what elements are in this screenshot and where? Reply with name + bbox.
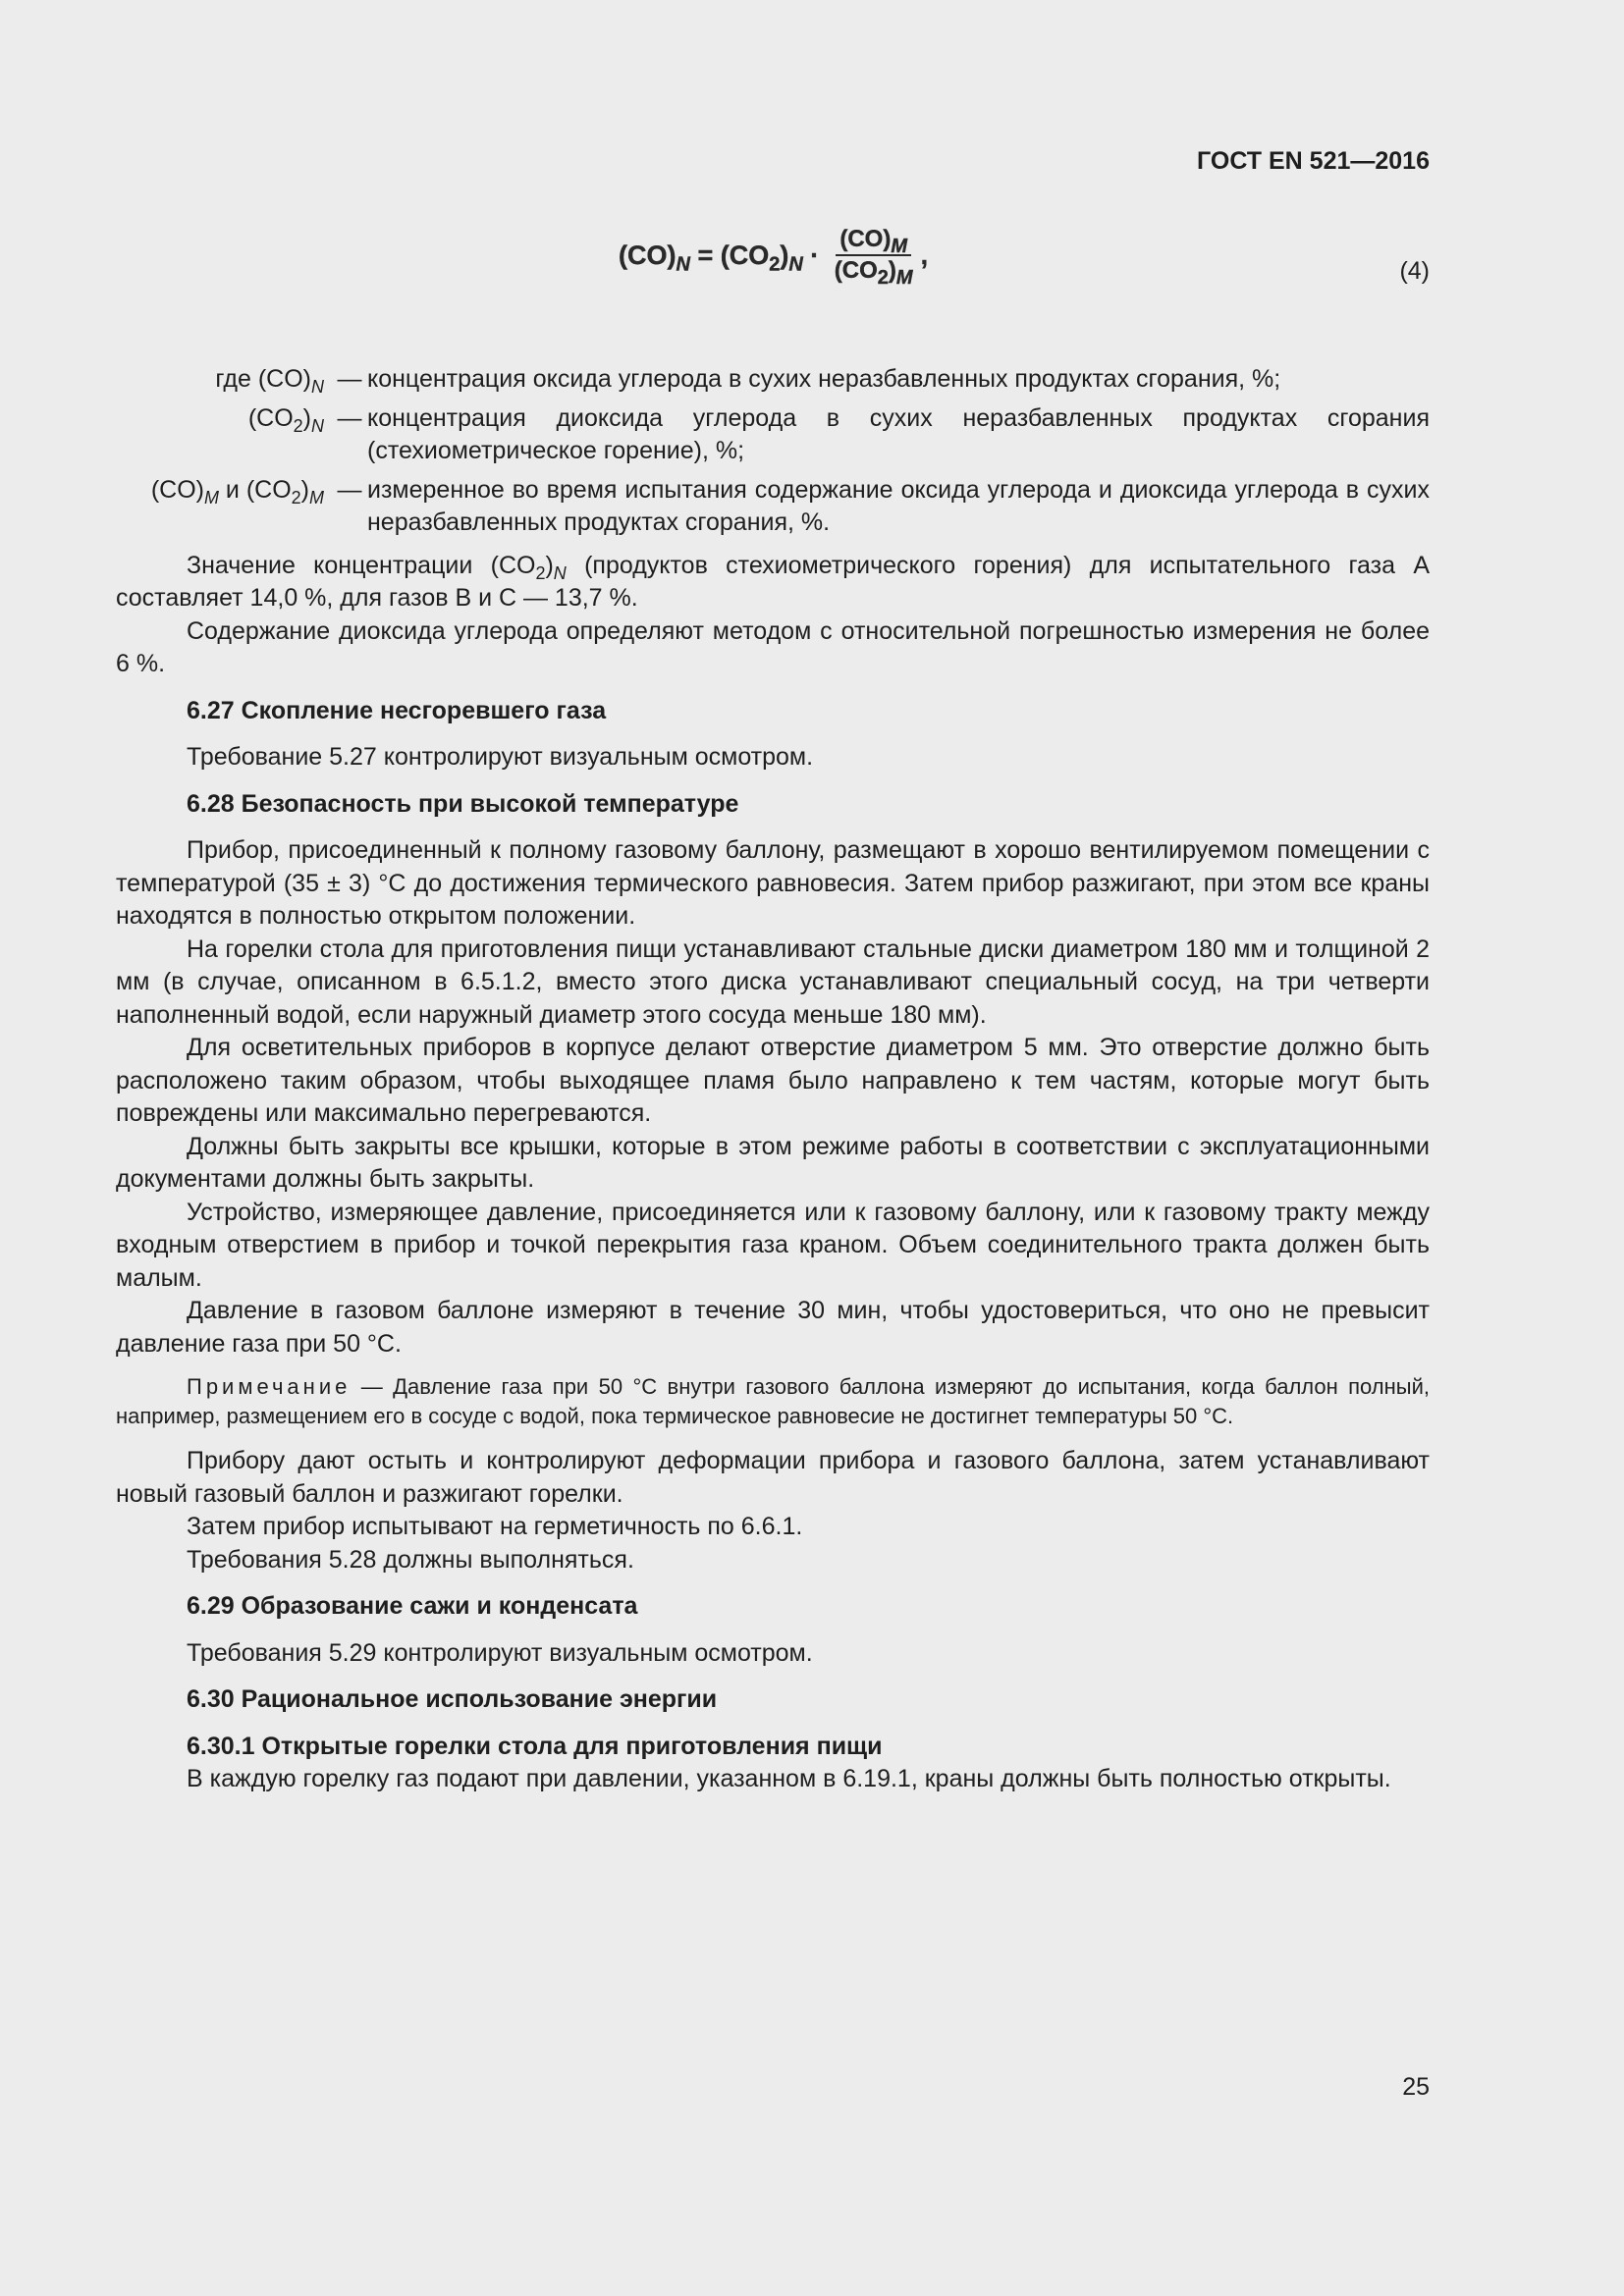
definition-dash: —	[337, 475, 362, 504]
definitions-list	[116, 363, 1430, 540]
heading-6-30: 6.30 Рациональное использование энергии	[187, 1685, 718, 1713]
paragraph-6-28-5: Устройство, измеряющее давление, присоединяется или к газовому баллону, или к газовому тракту между входным отверстием в прибор и точкой перекрытия газа краном. Объем соединительного тракта должен быть малым.	[116, 1198, 1430, 1292]
paragraph-6-27: Требование 5.27 контролируют визуальным осмотром.	[187, 743, 814, 771]
paragraph-6-30-1: В каждую горелку газ подают при давлении, указанном в 6.19.1, краны должны быть полностью открыты.	[187, 1765, 1391, 1792]
equation-number: (4)	[1399, 257, 1430, 285]
definition-item	[116, 402, 1430, 468]
heading-6-27: 6.27 Скопление несгоревшего газа	[187, 696, 607, 724]
definition-dash: —	[337, 365, 362, 393]
formula-dot: ·	[802, 240, 827, 270]
paragraph-concentration: Значение концентрации $(CO_2)_N$ (продуктов стехиометрического горения) для испытательного газа А составляет 14,0 %, для газов В и С — 13,7 %.	[116, 551, 1430, 612]
heading-6-29: 6.29 Образование сажи и конденсата	[187, 1592, 638, 1620]
definition-desc: измеренное во время испытания содержание оксида углерода и диоксида углерода в сухих неразбавленных продуктах сгорания, %.	[367, 475, 1430, 536]
paragraph-6-28-3: Для осветительных приборов в корпусе делают отверстие диаметром 5 мм. Это отверстие должно быть расположено таким образом, чтобы выходящее пламя было направлено к тем частям, которые могут быть повреждены или максимально перегреваются.	[116, 1034, 1430, 1127]
paragraph-6-28-9: Требования 5.28 должны выполняться.	[187, 1545, 634, 1574]
paragraph-6-28-8: Затем прибор испытывают на герметичность по 6.6.1.	[187, 1513, 803, 1540]
fraction-numerator: $(CO)_M$	[836, 226, 911, 256]
fraction-denominator: $(CO_2)_M$	[834, 257, 913, 289]
paragraph-6-28-7: Прибору дают остыть и контролируют деформации прибора и газового баллона, затем устанавливают новый газовый баллон и разжигают горелки.	[116, 1447, 1430, 1508]
paragraph-co2-method: Содержание диоксида углерода определяют методом с относительной погрешностью измерения не более 6 %.	[116, 616, 1430, 677]
heading-6-28: 6.28 Безопасность при высокой температуре	[187, 789, 739, 818]
definition-desc: концентрация оксида углерода в сухих неразбавленных продуктах сгорания, %;	[367, 365, 1281, 393]
formula-lhs: $(CO)_N$	[619, 240, 690, 275]
page-number: 25	[1402, 2073, 1430, 2101]
document-header: ГОСТ EN 521—2016	[1197, 147, 1430, 175]
main-content	[116, 363, 1430, 1796]
formula-factor: $(CO_2)_N$	[720, 240, 803, 275]
paragraph-6-28-6: Давление в газовом баллоне измеряют в течение 30 мин, чтобы удостовериться, что оно не превысит давление газа при 50 °С.	[116, 1297, 1430, 1358]
definition-item	[116, 363, 1430, 397]
formula-equals: =	[689, 240, 721, 270]
formula-fraction	[831, 226, 917, 289]
definition-term: $(CO_2)_N$	[247, 403, 324, 436]
formula-4	[619, 226, 929, 289]
definition-item	[116, 474, 1430, 540]
heading-6-30-1: 6.30.1 Открытые горелки стола для приготовления пищи	[187, 1732, 883, 1760]
definition-desc: концентрация диоксида углерода в сухих неразбавленных продуктах сгорания (стехиометрическое горение), %;	[367, 403, 1430, 464]
definition-dash: —	[337, 403, 362, 432]
definition-term: где $(CO)_N$	[215, 365, 324, 397]
paragraph-6-28-1: Прибор, присоединенный к полному газовому баллону, размещают в хорошо вентилируемом помещении с температурой (35 ± 3) °С до достижения термического равновесия. Затем прибор разжигают, при этом все краны находятся в полностью открытом положении.	[116, 836, 1430, 930]
paragraph-6-29: Требования 5.29 контролируют визуальным осмотром.	[187, 1638, 813, 1667]
note-text: — Давление газа при 50 °С внутри газового баллона измеряют до испытания, когда баллон полный, например, размещением его в сосуде с водой, пока термическое равновесие не достигнет температуры 50 °С.	[116, 1374, 1430, 1428]
formula-comma: ,	[920, 240, 929, 270]
note	[116, 1372, 1430, 1431]
definition-term: $(CO)_M$ и $(CO_2)_M$	[150, 475, 324, 507]
paragraph-6-28-4: Должны быть закрыты все крышки, которые в этом режиме работы в соответствии с эксплуатационными документами должны быть закрыты.	[116, 1132, 1430, 1193]
paragraph-6-28-2: На горелки стола для приготовления пищи устанавливают стальные диски диаметром 180 мм и толщиной 2 мм (в случае, описанном в 6.5.1.2, вместо этого диска устанавливают специальный сосуд, на три четверти наполненный водой, если наружный диаметр этого сосуда меньше 180 мм).	[116, 934, 1430, 1029]
note-label: Примечание	[187, 1374, 352, 1399]
